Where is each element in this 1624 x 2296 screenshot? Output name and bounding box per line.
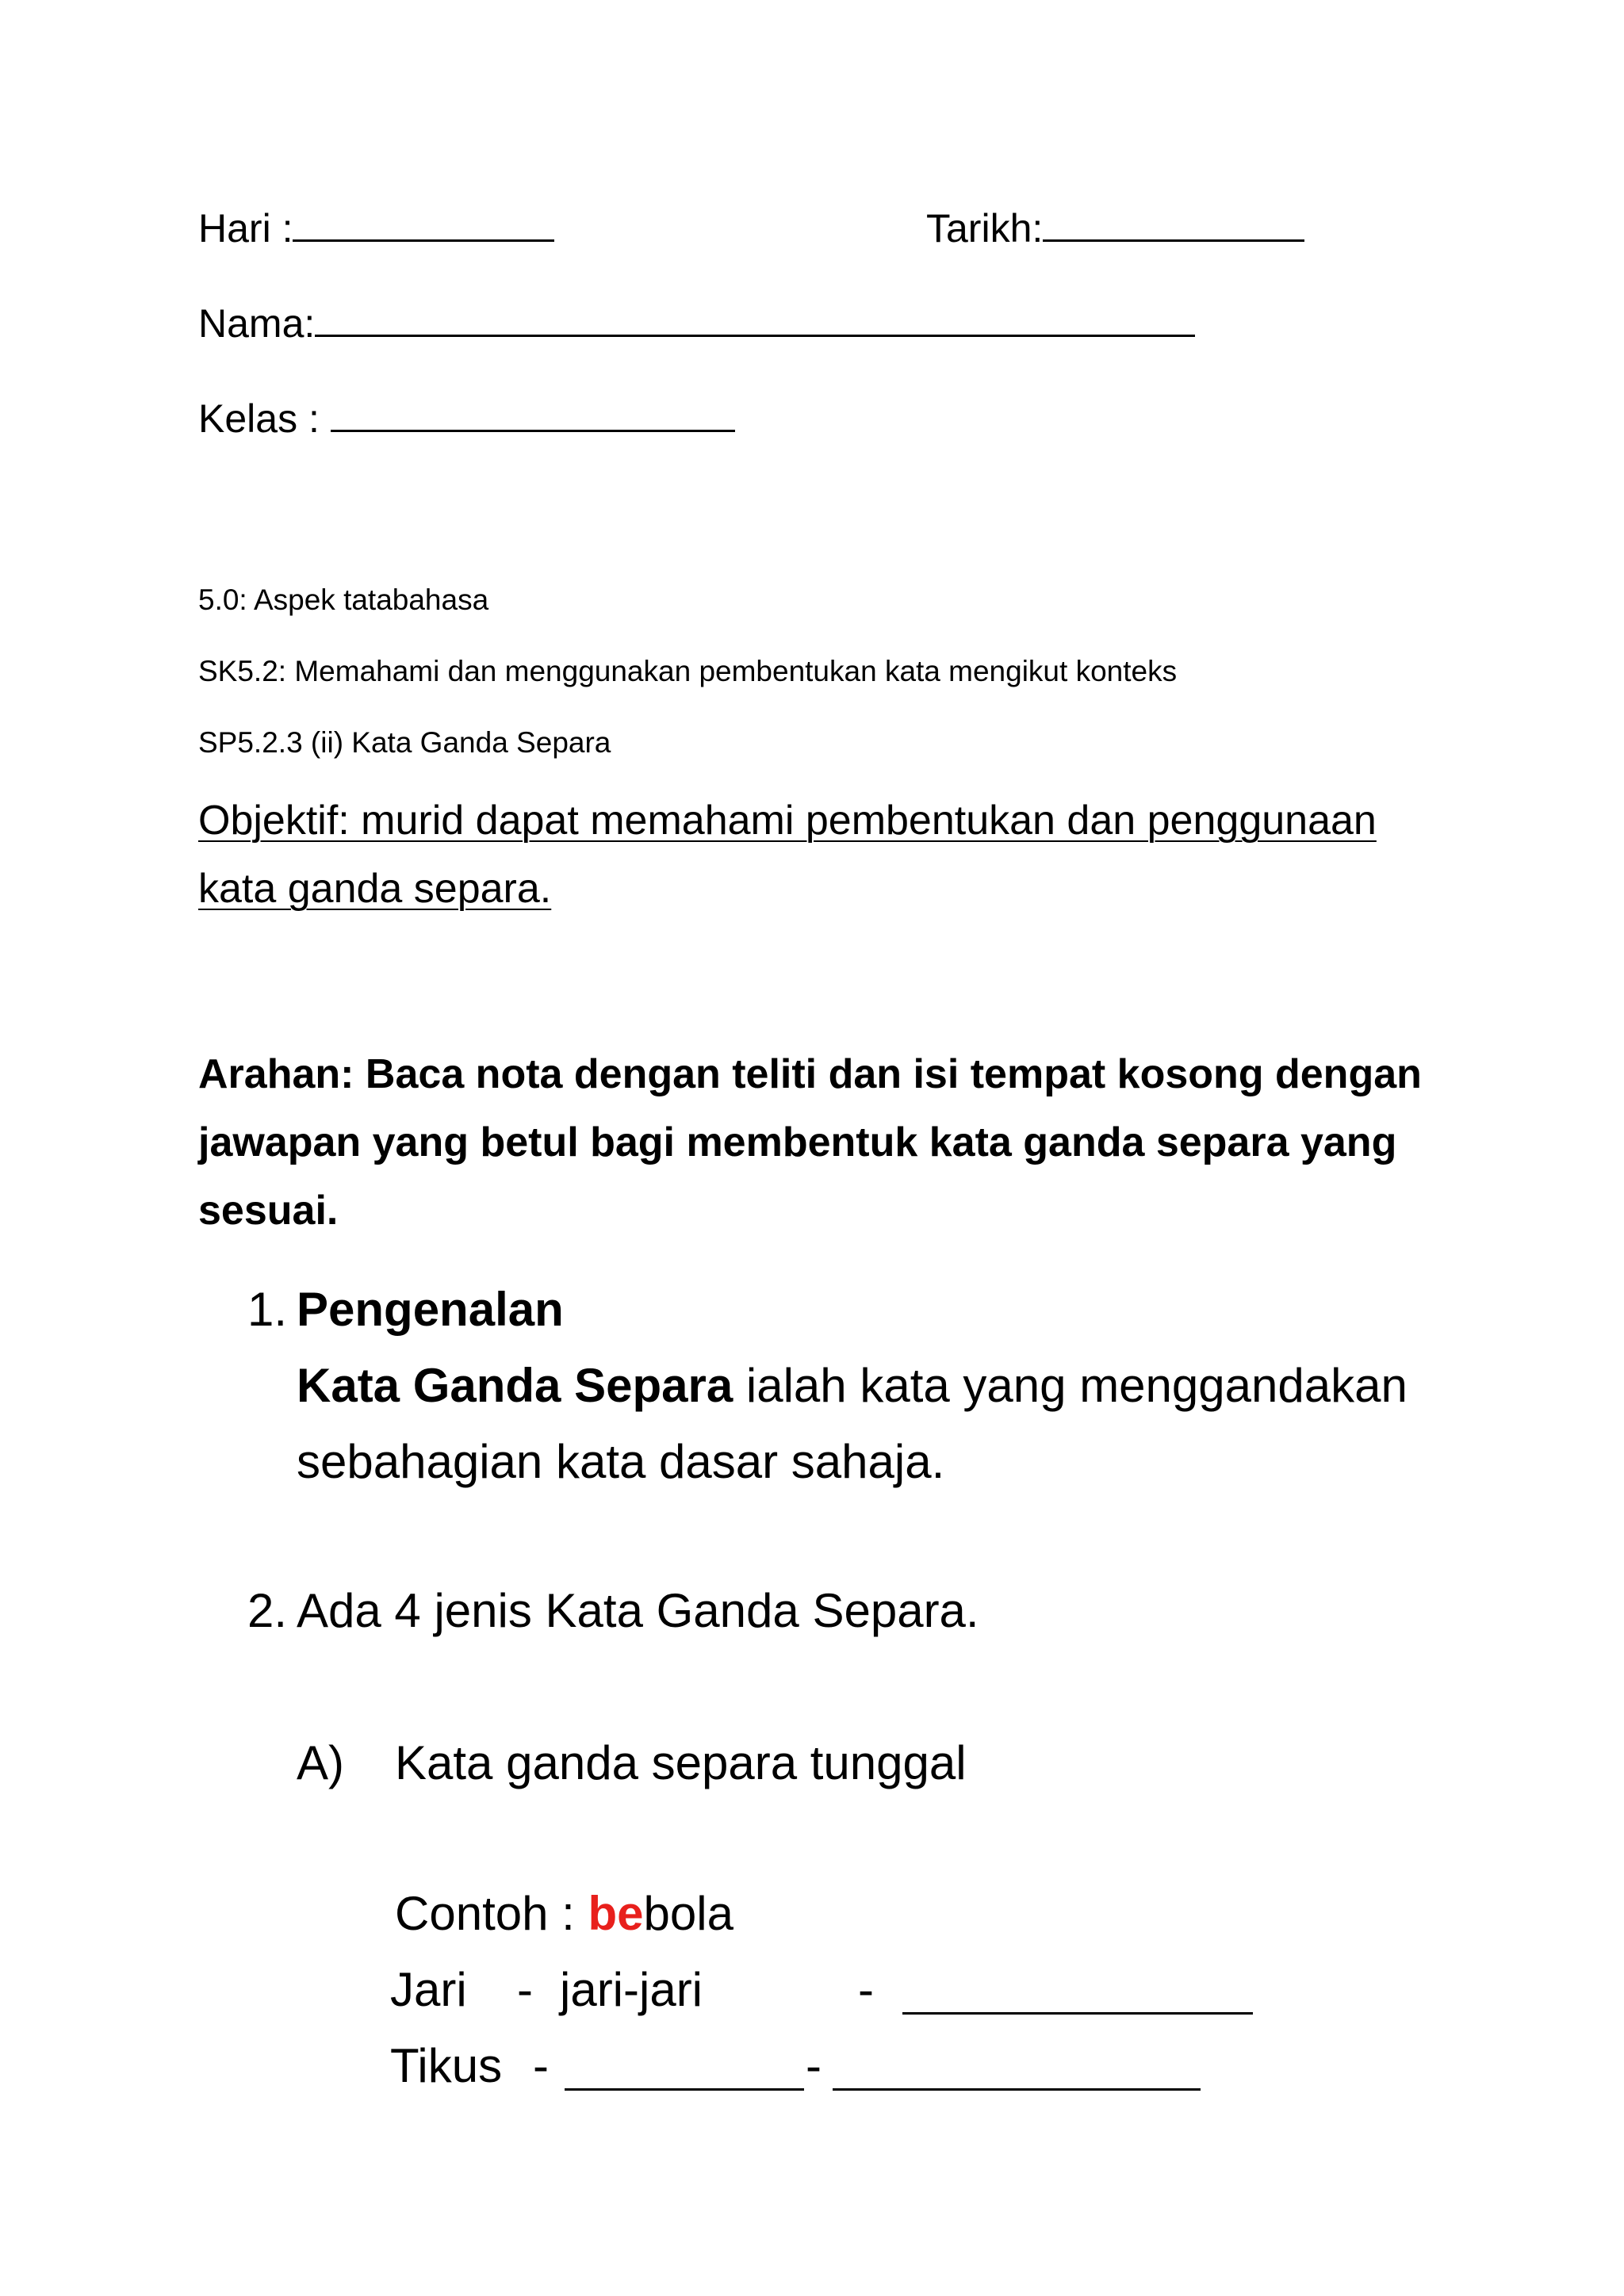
kelas-blank[interactable] xyxy=(331,422,735,432)
section1-definition-text: ialah kata yang menggandakan xyxy=(733,1359,1408,1412)
subsection-a-letter: A) xyxy=(297,1736,344,1789)
tarikh-label: Tarikh: xyxy=(926,206,1044,251)
exercise-row-2-blank-1[interactable] xyxy=(565,2088,804,2091)
tarikh-blank[interactable] xyxy=(1043,232,1304,242)
example-label: Contoh : xyxy=(395,1887,588,1940)
exercise-row-1-sep2: - xyxy=(858,1963,874,2016)
aspek-line: 5.0: Aspek tatabahasa xyxy=(198,584,489,616)
section1-definition xyxy=(297,1348,1408,1424)
exercise-row-2-sep2: - xyxy=(806,2039,822,2092)
sk-line: SK5.2: Memahami dan menggunakan pembentukan kata mengikut konteks xyxy=(198,655,1178,687)
hari-label: Hari : xyxy=(198,206,293,251)
hari-blank[interactable] xyxy=(293,232,554,242)
arahan: Arahan: Baca nota dengan teliti dan isi tempat kosong dengan jawapan yang betul bagi membentuk kata ganda separa yang sesuai. xyxy=(198,1051,1422,1234)
exercise-row-2-sep1: - xyxy=(533,2039,549,2092)
nama-field xyxy=(198,300,1195,347)
exercise-row-2-word: Tikus xyxy=(390,2039,503,2092)
section1-term: Kata Ganda Separa xyxy=(297,1359,733,1412)
nama-label: Nama: xyxy=(198,301,316,346)
section1-title: Pengenalan xyxy=(297,1283,564,1336)
section2-number: 2. xyxy=(247,1584,288,1637)
exercise-row-1-answer-blank[interactable] xyxy=(902,2012,1253,2015)
exercise-row-1-sep1: - xyxy=(517,1963,533,2016)
exercise-row-1-word: Jari xyxy=(390,1963,467,2016)
sp-line: SP5.2.3 (ii) Kata Ganda Separa xyxy=(198,726,611,759)
kelas-label: Kelas : xyxy=(198,396,320,441)
subsection-a-title: Kata ganda separa tunggal xyxy=(395,1736,967,1789)
example-prefix: be xyxy=(588,1887,644,1940)
nama-blank[interactable] xyxy=(315,327,1195,337)
tarikh-field xyxy=(926,205,1304,252)
exercise-row-1-reduplicated: jari-jari xyxy=(560,1963,703,2016)
example-rest: bola xyxy=(643,1887,733,1940)
section1-definition-line2: sebahagian kata dasar sahaja. xyxy=(297,1435,945,1488)
kelas-field xyxy=(198,395,735,442)
objektif: Objektif: murid dapat memahami pembentukan dan penggunaan kata ganda separa. xyxy=(198,798,1377,912)
hari-field xyxy=(198,205,554,252)
example xyxy=(395,1876,733,1952)
section1-number: 1. xyxy=(247,1283,288,1336)
section2-text: Ada 4 jenis Kata Ganda Separa. xyxy=(297,1584,979,1637)
exercise-row-2-blank-2[interactable] xyxy=(833,2088,1201,2091)
